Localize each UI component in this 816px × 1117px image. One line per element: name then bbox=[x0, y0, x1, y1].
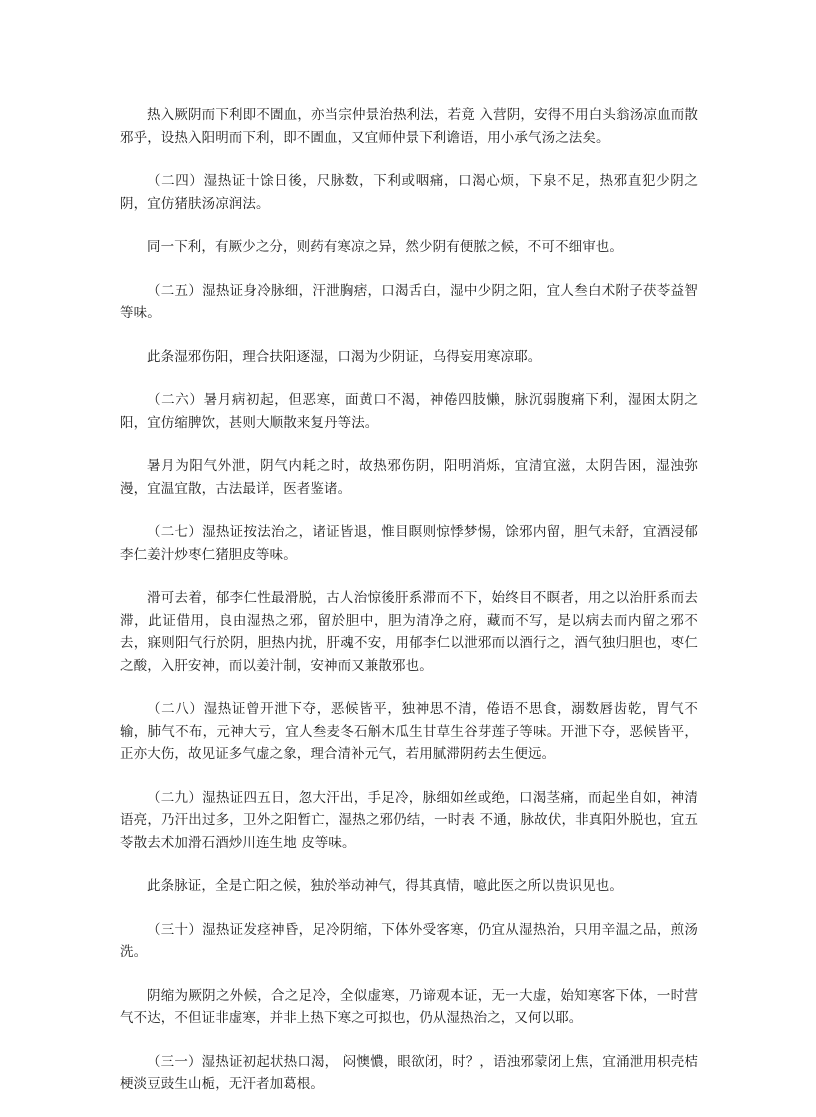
paragraph-9: 滑可去着，郁李仁性最滑脱，古人治惊後肝系滞而不下，始终目不瞑者，用之以治肝系而去滞，此证借用，良由湿热之邪，留於胆中，胆为清净之府，藏而不写，是以病去而内留之邪不去，寐则阳气行於阴，胆热内扰，肝魂不安，用郁李仁以泄邪而以酒行之，酒气独归胆也，枣仁之酸，入肝安神，而以姜汁制，安神而又兼散邪也。 bbox=[120, 590, 698, 674]
paragraph-10: （二八）湿热证曾开泄下夺，恶候皆平，独神思不清，倦语不思食，溺数唇齿乾，胃气不输，肺气不布，元神大亏，宜人叁麦冬石斛木瓜生甘草生谷芽莲子等味。开泄下夺，恶候皆平，正亦大伤，故见证多气虚之象，理合清补元气，若用腻滞阴药去生便远。 bbox=[120, 701, 698, 762]
paragraph-12: 此条脉证，全是亡阳之候，独於举动神气，得其真情，噫此医之所以贵识见也。 bbox=[147, 878, 623, 894]
paragraph-11: （二九）湿热证四五日，忽大汗出，手足冷，脉细如丝或绝，口渴茎痛，而起坐自如，神清语亮，乃汗出过多，卫外之阳暂亡，湿热之邪仍结，一时表 不通，脉故伏，非真阳外脱也，宜五苓散去术加滑石酒炒川连生地 皮等味。 bbox=[120, 789, 698, 851]
paragraph-3: 同一下利，有厥少之分，则药有寒凉之异，然少阴有便脓之候，不可不细审也。 bbox=[147, 239, 623, 255]
document-page bbox=[120, 104, 698, 1117]
paragraph-14: 阴缩为厥阴之外候，合之足冷，全似虚寒，乃谛观本证，无一大虚，始知寒客下体，一时营气不达，不但证非虚寒，并非上热下寒之可拟也，仍从湿热治之，又何以耶。 bbox=[120, 987, 698, 1026]
paragraph-7: 暑月为阳气外泄，阴气内耗之时，故热邪伤阴，阳明消烁，宜清宜滋，太阴告困，湿浊弥漫，宜温宜散，古法最详，医者鉴诸。 bbox=[120, 458, 698, 497]
paragraph-13: （三十）湿热证发痉神昏，足冷阴缩，下体外受客寒，仍宜从湿热治，只用辛温之品，煎汤 洗。 bbox=[120, 921, 698, 960]
paragraph-1: 热入厥阴而下利即不圊血，亦当宗仲景治热利法，若竟 入营阴，安得不用白头翁汤凉血而散邪乎，设热入阳明而下利，即不圊血，又宜师仲景下利谵语，用小承气汤之法矣。 bbox=[120, 107, 698, 146]
paragraph-15: （三一）湿热证初起状热口渴， 闷懊憹，眼欲闭，时？，语浊邪蒙闭上焦，宜涌泄用枳壳桔梗淡豆豉生山栀，无汗者加葛根。 bbox=[120, 1053, 698, 1092]
paragraph-6: （二六）暑月病初起，但恶寒，面黄口不渴，神倦四肢懒，脉沉弱腹痛下利，湿困太阴之阳，宜仿缩脾饮，甚则大顺散来复丹等法。 bbox=[120, 392, 698, 431]
paragraph-8: （二七）湿热证按法治之，诸证皆退，惟目瞑则惊悸梦惕，馀邪内留，胆气未舒，宜酒浸郁李仁姜汁炒枣仁猪胆皮等味。 bbox=[120, 524, 698, 563]
paragraph-5: 此条湿邪伤阳，理合扶阳逐湿，口渴为少阴证，乌得妄用寒凉耶。 bbox=[147, 348, 542, 365]
paragraph-2: （二四）湿热证十馀日後，尺脉数，下利或咽痛，口渴心烦，下泉不足，热邪直犯少阴之阴，宜仿猪肤汤凉润法。 bbox=[120, 173, 698, 212]
paragraph-4: （二五）湿热证身冷脉细，汗泄胸痞，口渴舌白，湿中少阴之阳，宜人叁白术附子茯苓益智等味。 bbox=[120, 282, 698, 321]
